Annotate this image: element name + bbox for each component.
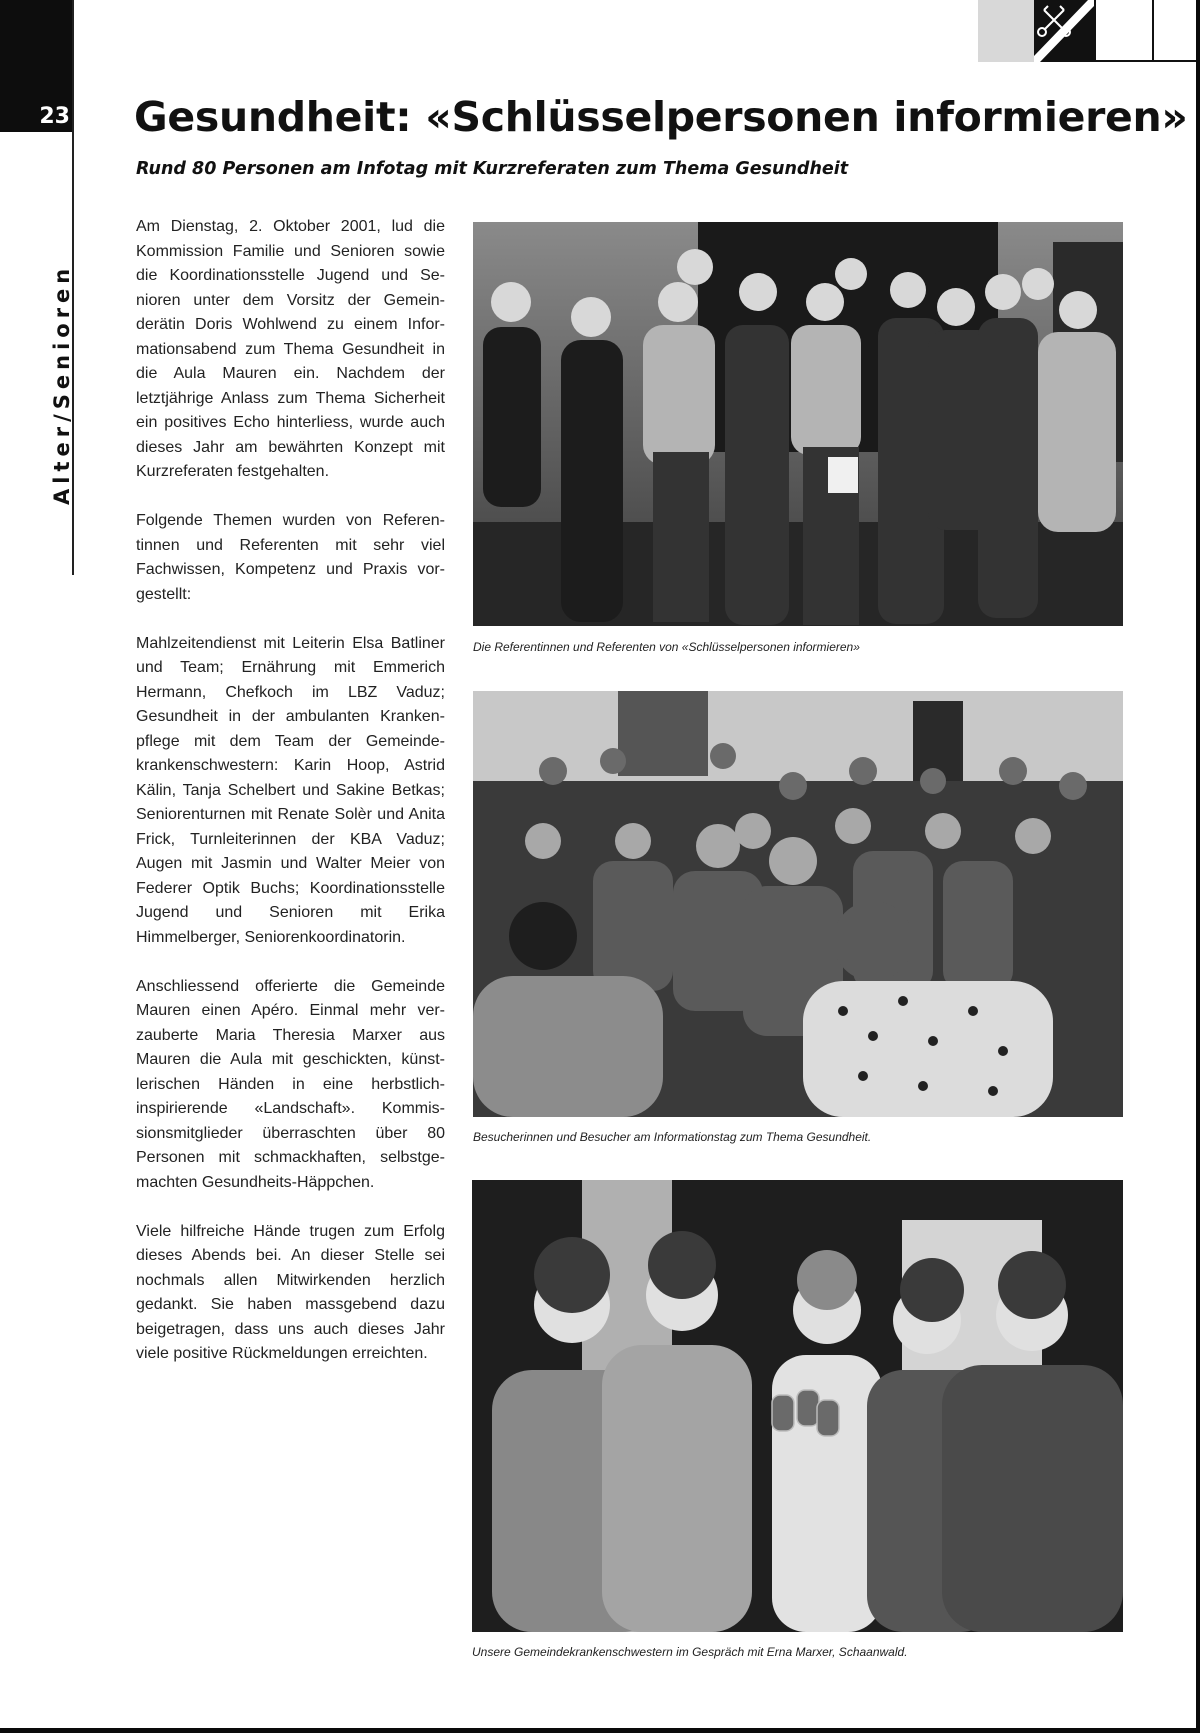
paragraph: Mahlzeitendienst mit Leiterin Elsa Batliner und Team; Ernährung mit Emmerich Hermann, Chefkoch im LBZ Vaduz; Gesundheit in der ambulanten Krankenpflege mit dem Team der Gemeindekrankenschwestern: Karin Hoop, Astrid Kälin, Tanja Schelbert und Sakine Betkas; Seniorenturnen mit Renate Solèr und Anita Frick, Turnleiterinnen der KBA Vaduz; Augen mit Jasmin und Walter Meier von Federer Optik Buchs; Koordinationsstelle Jugend und Senioren mit Erika Himmelberger, Seniorenkoordinatorin. xyxy=(136,634,445,946)
article-title: Gesundheit: «Schlüsselpersonen informieren» xyxy=(134,93,1188,141)
paragraph: Am Dienstag, 2. Oktober 2001, lud die Kommission Familie und Senioren sowie die Koordinationsstelle Jugend und Senioren unter dem Vorsitz der Gemeinderätin Doris Wohlwend zu einem Informationsabend zum Thema Gesundheit in die Aula Mauren ein. Nachdem der letztjährige Anlass zum Thema Sicherheit ein positives Echo hinterliess, wurde auch dieses Jahr am bewährten Konzept mit Kurzreferaten festgehalten. xyxy=(136,218,445,480)
paragraph: Anschliessend offerierte die Gemeinde Mauren einen Apéro. Einmal mehr verzauberte Maria Theresia Marxer aus Mauren die Aula mit geschickten, künstlerischen Händen in eine herbstlichinspirierende «Landschaft». Kommissionsmitglieder überraschten über 80 Personen mit schmackhaften, selbstgemachten Gesundheits-Häppchen. xyxy=(136,977,445,1191)
paragraph: Folgende Themen wurden von Referentinnen und Referenten mit sehr viel Fachwissen, Kompetenz und Praxis vorgestellt: xyxy=(136,512,445,603)
photo-speakers-group xyxy=(473,222,1123,626)
photo-caption: Besucherinnen und Besucher am Informationstag zum Thema Gesundheit. xyxy=(473,1130,872,1144)
article-subtitle: Rund 80 Personen am Infotag mit Kurzreferaten zum Thema Gesundheit xyxy=(136,159,849,179)
emblem-box xyxy=(1094,0,1152,62)
emblem-box xyxy=(1152,0,1196,62)
photo-nurses-toast xyxy=(472,1180,1123,1632)
paragraph: Viele hilfreiche Hände trugen zum Erfolg dieses Abends bei. An dieser Stelle sei nochmals allen Mitwirkenden herzlich gedankt. Sie haben massgebend dazu beigetragen, dass uns auch dieses Jahr viele positive Rückmeldungen erreichten. xyxy=(136,1222,445,1362)
photo-caption: Die Referentinnen und Referenten von «Schlüsselpersonen informieren» xyxy=(473,640,860,654)
section-label: Alter/Senioren xyxy=(50,263,74,505)
photo-caption: Unsere Gemeindekrankenschwestern im Gespräch mit Erna Marxer, Schaanwald. xyxy=(472,1645,908,1659)
page-number: 23 xyxy=(36,103,72,131)
crossed-keys-icon xyxy=(1034,0,1094,62)
emblem-gray-block xyxy=(978,0,1034,62)
photo-audience xyxy=(473,691,1123,1117)
article-body xyxy=(136,215,445,1391)
